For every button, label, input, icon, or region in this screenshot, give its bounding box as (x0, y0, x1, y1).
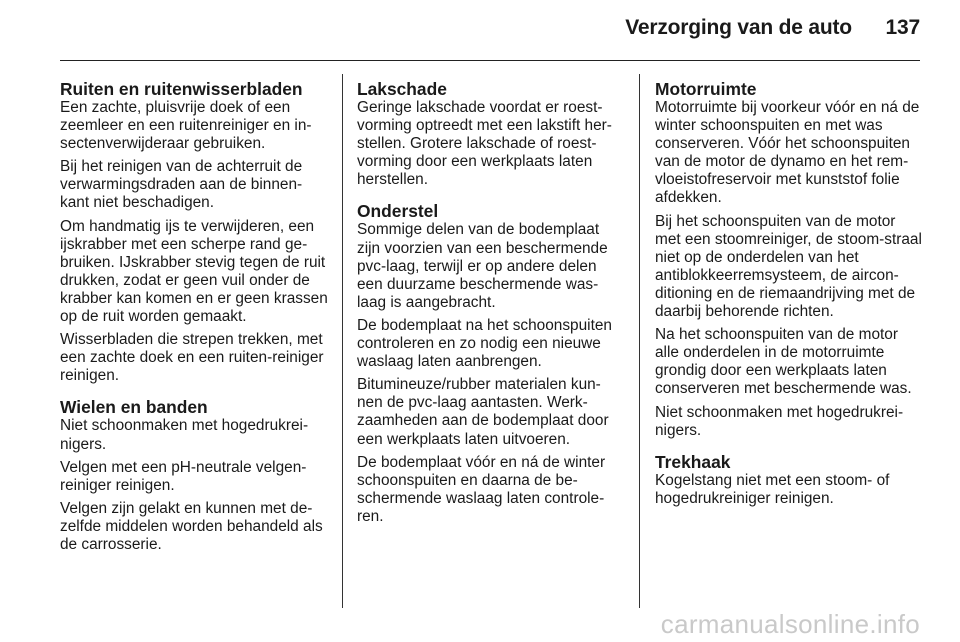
page-title: Verzorging van de auto (625, 16, 852, 39)
column-2 (357, 80, 625, 539)
column-1 (60, 80, 328, 567)
paragraph: Velgen zijn gelakt en kunnen met de-zelfde middelen worden behandeld als de carrosserie. (60, 499, 323, 553)
paragraph: De bodemplaat vóór en ná de winter schoonspuiten en daarna de be-schermende waslaag laten controle-ren. (357, 453, 606, 525)
paragraph: Motorruimte bij voorkeur vóór en ná de winter schoonspuiten en met was conserveren. Vóór het schoonspuiten van de motor de dynamo en het rem-vloeistofreservoir met kunststof folie afdekken. (655, 99, 920, 207)
section (60, 80, 328, 385)
section-heading: Motorruimte (655, 79, 757, 99)
section-heading: Wielen en banden (60, 397, 208, 418)
section (357, 80, 625, 189)
column-3 (655, 80, 923, 521)
page-header (60, 16, 920, 56)
paragraph: Sommige delen van de bodemplaat zijn voorzien van een beschermende pvc-laag, terwijl er op andere delen een duurzame beschermende was-laag is aangebracht. (357, 221, 608, 311)
page-number: 137 (885, 16, 920, 39)
paragraph: Een zachte, pluisvrije doek of een zeemleer en een ruitenreiniger en in-sectenverwijderaar gebruiken. (60, 99, 312, 153)
paragraph: Velgen met een pH-neutrale velgen-reiniger reinigen. (60, 458, 307, 494)
paragraph: Bij het schoonspuiten van de motor met een stoomreiniger, de stoom-straal niet op de onderdelen van het antiblokkeerremsysteem, de aircon-ditioning en de riemaandrijving met de daarbij behorende richten. (655, 212, 922, 321)
section-heading: Trekhaak (655, 451, 731, 472)
section (655, 453, 923, 508)
paragraph: Bitumineuze/rubber materialen kun-nen de pvc-laag aantasten. Werk-zaamheden aan de bodemplaat door een werkplaats laten uitvoeren. (357, 376, 609, 448)
column-divider-2 (639, 74, 640, 608)
paragraph: De bodemplaat na het schoonspuiten controleren en zo nodig een nieuwe waslaag laten aanbrengen. (357, 316, 612, 371)
paragraph: Om handmatig ijs te verwijderen, een ijskrabber met een scherpe rand ge-bruiken. IJskrabber stevig tegen de ruit drukken, zodat er geen vuil onder de krabber kan komen en er geen krassen op de ruit worden gemaakt. (60, 217, 328, 326)
section (60, 398, 328, 554)
column-divider-1 (342, 74, 343, 608)
header-divider (60, 60, 920, 61)
section-heading: Lakschade (357, 79, 447, 99)
section (357, 202, 625, 526)
paragraph: Wisserbladen die strepen trekken, met een zachte doek en een ruiten-reiniger reinigen. (60, 331, 324, 385)
paragraph: Niet schoonmaken met hogedrukrei-nigers. (655, 403, 904, 439)
section (655, 80, 923, 440)
section-heading: Onderstel (357, 201, 439, 222)
watermark: carmanualsonline.info (660, 609, 920, 639)
section-heading: Ruiten en ruitenwisserbladen (60, 79, 303, 99)
paragraph: Niet schoonmaken met hogedrukrei-nigers. (60, 417, 309, 453)
paragraph: Geringe lakschade voordat er roest-vorming optreedt met een lakstift her-stellen. Grotere lakschade of roest-vorming door een werkplaats laten herstellen. (357, 99, 612, 189)
paragraph: Na het schoonspuiten van de motor alle onderdelen in de motorruimte grondig door een werkplaats laten conserveren met beschermende was. (655, 326, 912, 398)
paragraph: Kogelstang niet met een stoom- of hogedrukreiniger reinigen. (655, 471, 890, 507)
paragraph: Bij het reinigen van de achterruit de verwarmingsdraden aan de binnen-kant niet beschadigen. (60, 158, 303, 212)
